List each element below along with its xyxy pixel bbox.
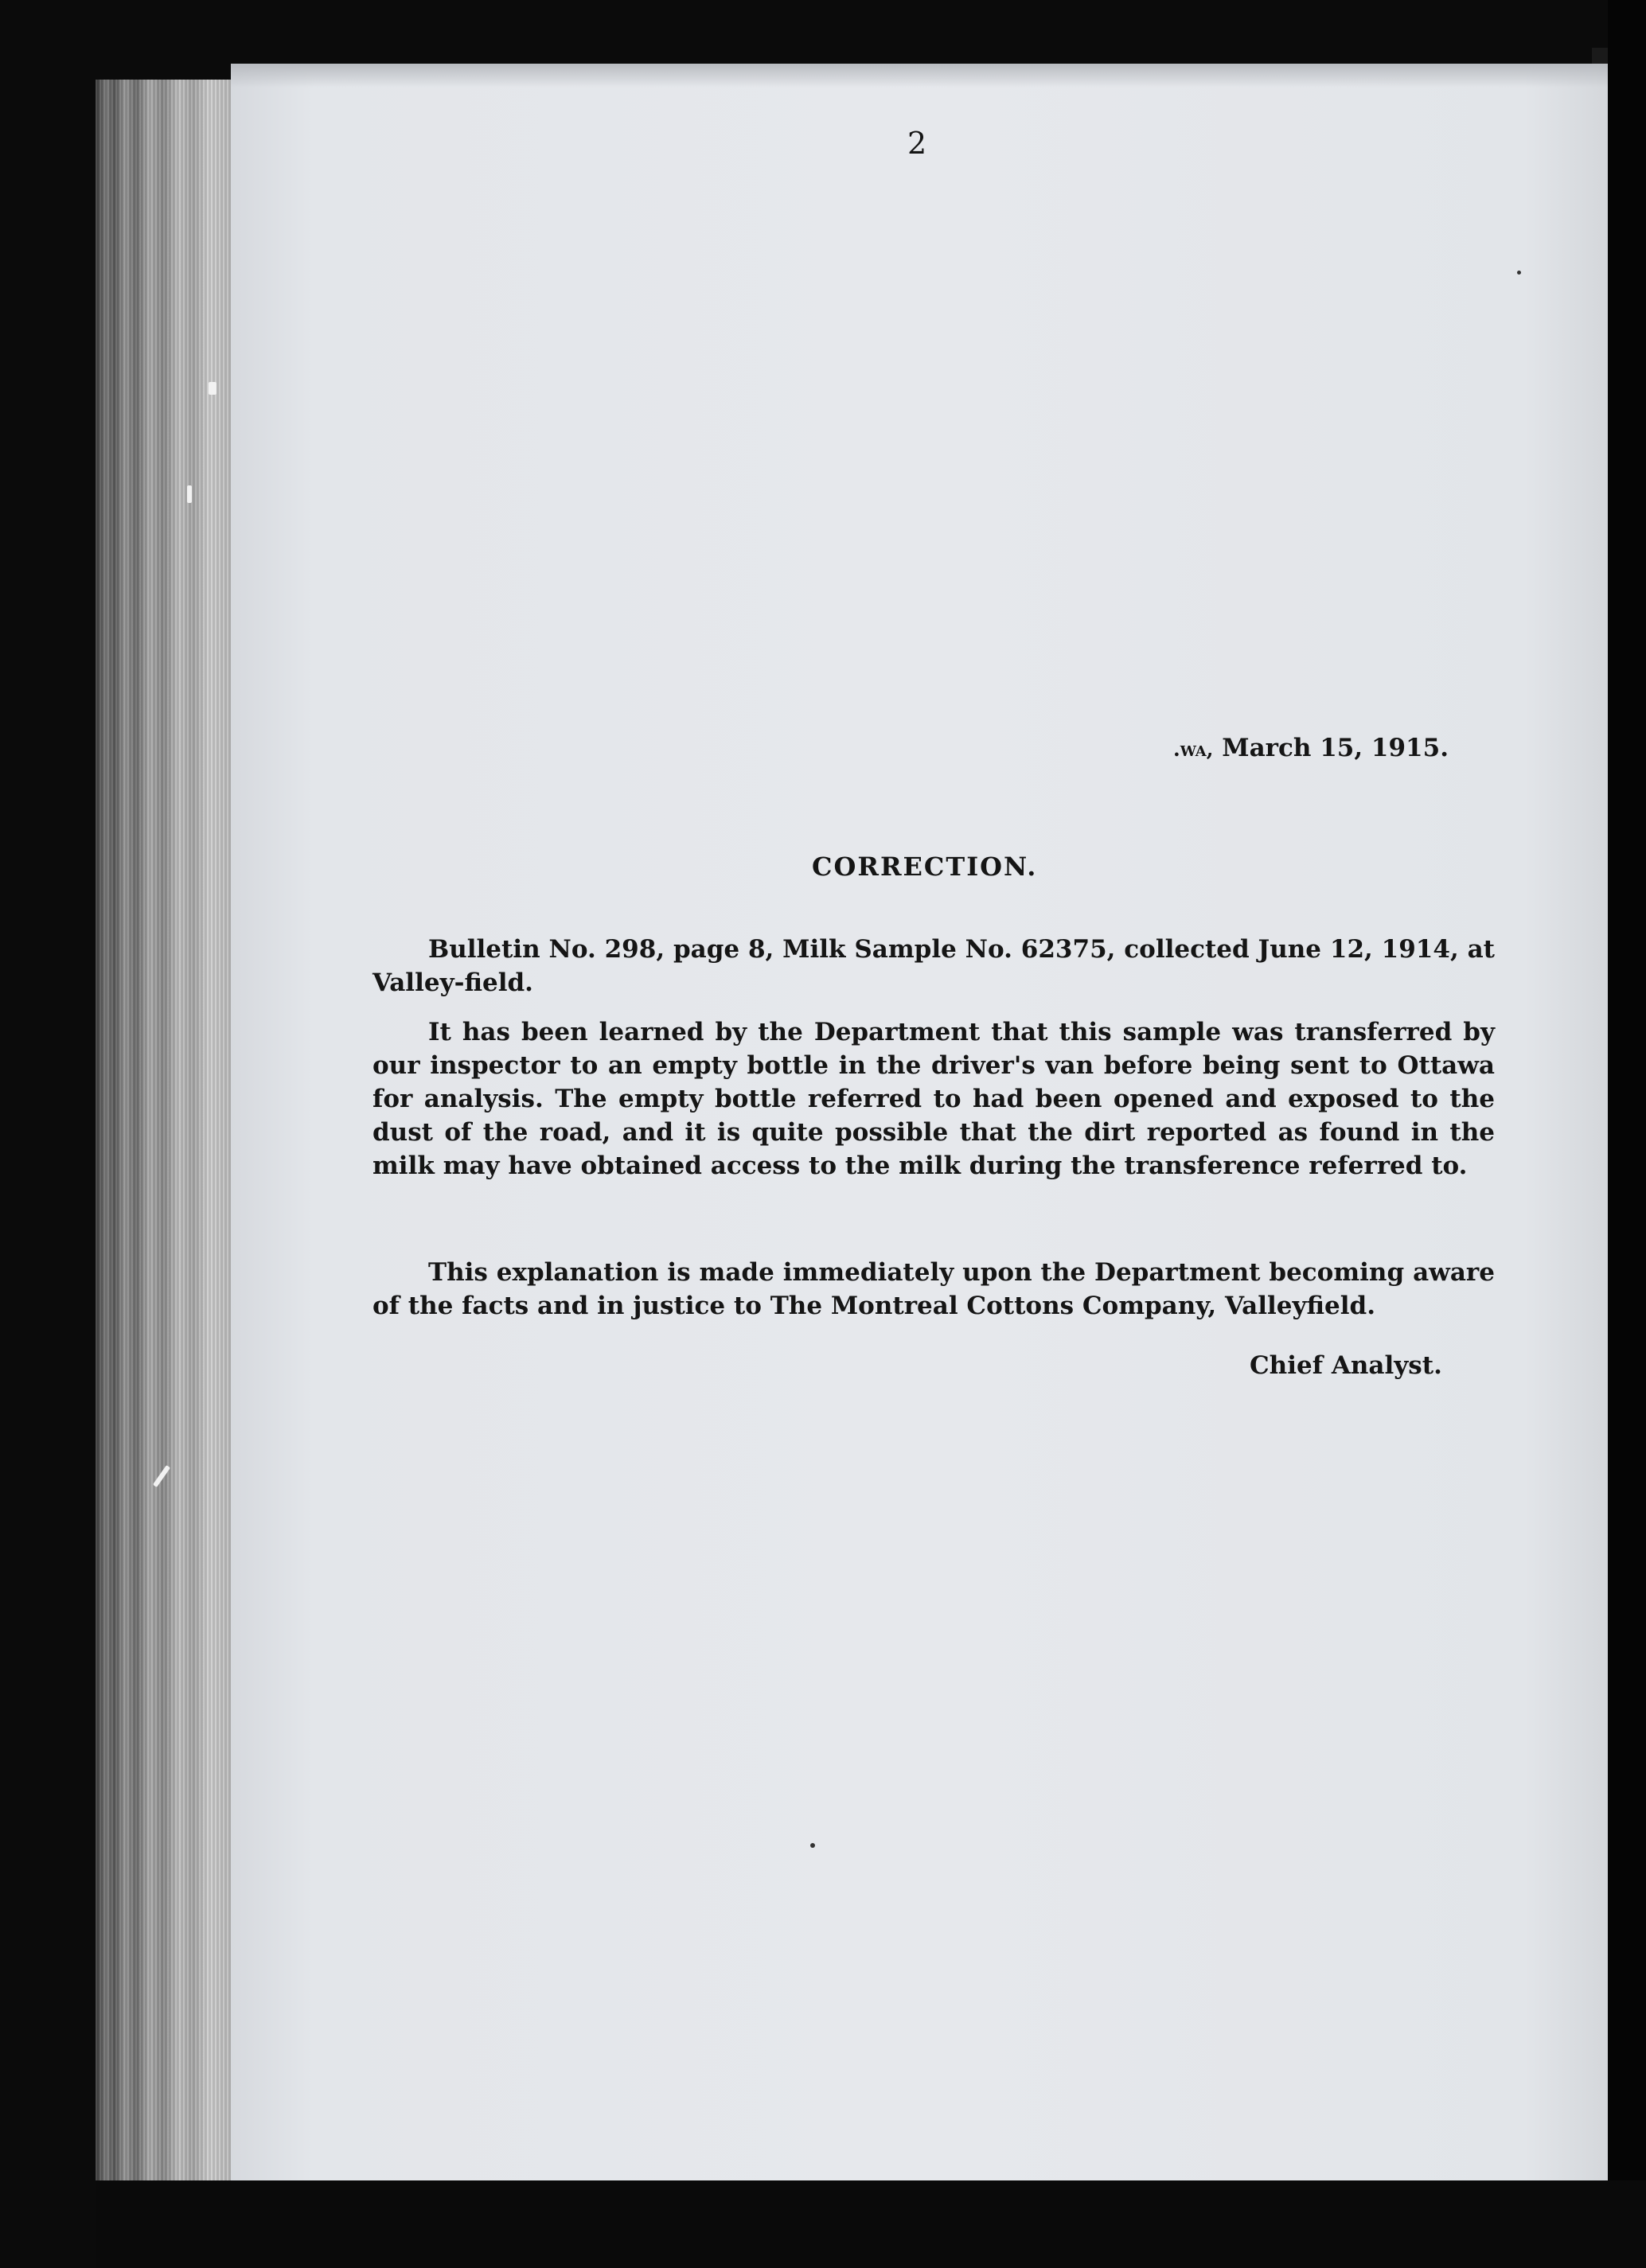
paragraph-bulletin-reference: Bulletin No. 298, page 8, Milk Sample No. 62375, collected June 12, 1914, at Valley-field. <box>372 935 1495 997</box>
date-text: March 15, 1915. <box>1222 734 1449 762</box>
scan-border-bottom <box>96 2180 1646 2268</box>
page-number: 2 <box>907 126 927 161</box>
signature: Chief Analyst. <box>1250 1351 1442 1380</box>
scan-border-right <box>1608 0 1646 2268</box>
scan-speck <box>187 485 192 503</box>
scan-speck <box>1517 271 1521 275</box>
paragraph-justice: This explanation is made immediately upon the Department becoming aware of the facts and in justice to The Montreal Cottons Company, Valleyfield. <box>372 1258 1495 1320</box>
scan-speck <box>810 1843 815 1848</box>
date-line <box>1114 734 1449 762</box>
document-heading: CORRECTION. <box>812 851 1038 882</box>
paragraph-explanation: It has been learned by the Department that this sample was transferred by our inspector to an empty bottle in the driver's van before being sent to Ottawa for analysis. The empty bottle referred to had been opened and exposed to the dust of the road, and it is quite possible that the dirt reported as found in the milk may have obtained access to the milk during the transference referred to. <box>372 1018 1495 1180</box>
scan-speck <box>209 382 216 395</box>
page-block-edge <box>96 80 231 2180</box>
date-place-fragment: .wa, <box>1173 738 1214 761</box>
